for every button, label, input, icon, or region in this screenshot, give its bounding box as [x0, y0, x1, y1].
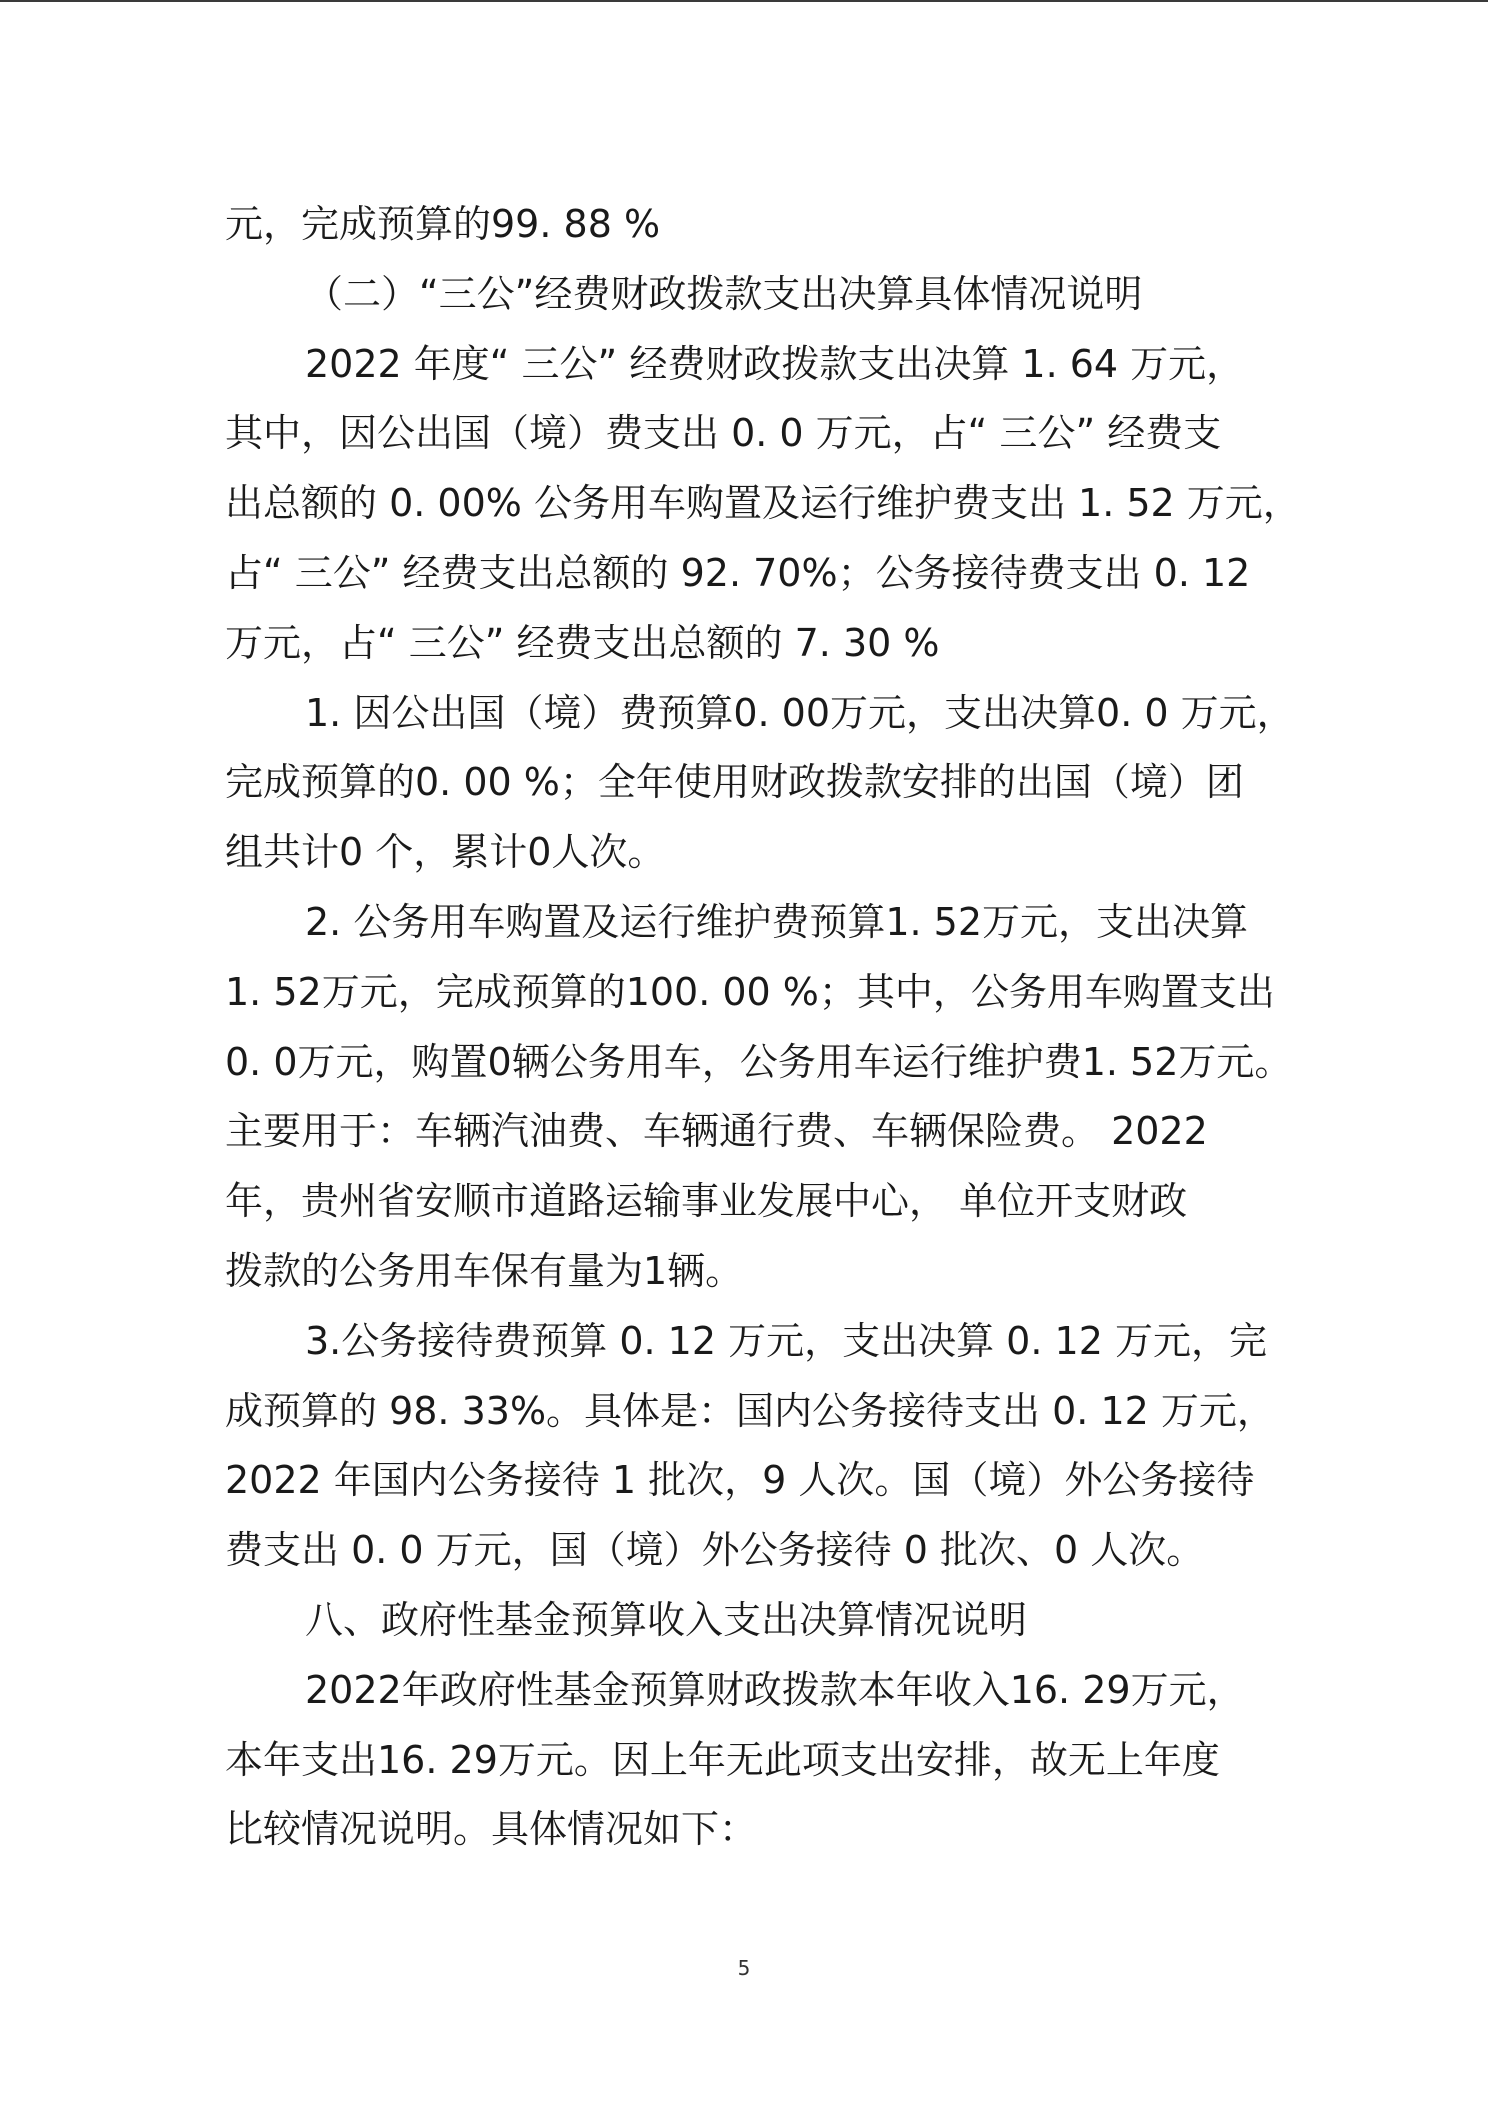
list-item-line: 3.公务接待费预算 0. 12 万元，支出决算 0. 12 万元，完	[305, 1318, 1267, 1363]
section-heading: （二）“三公”经费财政拨款支出决算具体情况说明	[305, 271, 1143, 316]
list-item-line: 完成预算的0. 00 %；全年使用财政拨款安排的出国（境）团	[225, 760, 1244, 805]
paragraph-line: 2022年政府性基金预算财政拨款本年收入16. 29万元，	[305, 1667, 1245, 1712]
paragraph-line: 万元，占“ 三公” 经费支出总额的 7. 30 %	[225, 620, 940, 665]
text-line: 元，完成预算的99. 88 %	[225, 202, 661, 246]
paragraph-line: 2022 年度“ 三公” 经费财政拨款支出决算 1. 64 万元，	[305, 341, 1245, 386]
paragraph-line: 本年支出16. 29万元。因上年无此项支出安排，故无上年度	[225, 1737, 1220, 1782]
list-item-line: 组共计0 个，累计0人次。	[225, 830, 666, 875]
list-item-line: 2. 公务用车购置及运行维护费预算1. 52万元，支出决算	[305, 899, 1249, 944]
list-item-line: 拨款的公务用车保有量为1辆。	[225, 1248, 744, 1293]
list-item-line: 年，贵州省安顺市道路运输事业发展中心， 单位开支财政	[225, 1179, 1188, 1224]
list-item-line: 1. 因公出国（境）费预算0. 00万元，支出决算0. 0 万元，	[305, 690, 1295, 735]
list-item-line: 费支出 0. 0 万元，国（境）外公务接待 0 批次、0 人次。	[225, 1528, 1205, 1573]
list-item-line: 主要用于：车辆汽油费、车辆通行费、车辆保险费。 2022	[225, 1109, 1208, 1154]
paragraph-line: 其中，因公出国（境）费支出 0. 0 万元，占“ 三公” 经费支	[225, 411, 1222, 456]
list-item-line: 2022 年国内公务接待 1 批次，9 人次。国（境）外公务接待	[225, 1458, 1255, 1503]
top-border-line	[0, 0, 1488, 2]
list-item-line: 1. 52万元，完成预算的100. 00 %；其中，公务用车购置支出	[225, 969, 1275, 1014]
paragraph-line: 出总额的 0. 00% 公务用车购置及运行维护费支出 1. 52 万元，	[225, 481, 1301, 526]
paragraph-line: 比较情况说明。具体情况如下：	[225, 1807, 758, 1852]
paragraph-line: 占“ 三公” 经费支出总额的 92. 70%；公务接待费支出 0. 12	[225, 550, 1251, 595]
page-number: 5	[737, 1956, 751, 1980]
document-body	[225, 190, 1301, 1865]
section-heading: 八、政府性基金预算收入支出决算情况说明	[305, 1597, 1028, 1642]
list-item-line: 成预算的 98. 33%。具体是：国内公务接待支出 0. 12 万元，	[225, 1388, 1275, 1433]
list-item-line: 0. 0万元，购置0辆公务用车，公务用车运行维护费1. 52万元。	[225, 1039, 1293, 1084]
